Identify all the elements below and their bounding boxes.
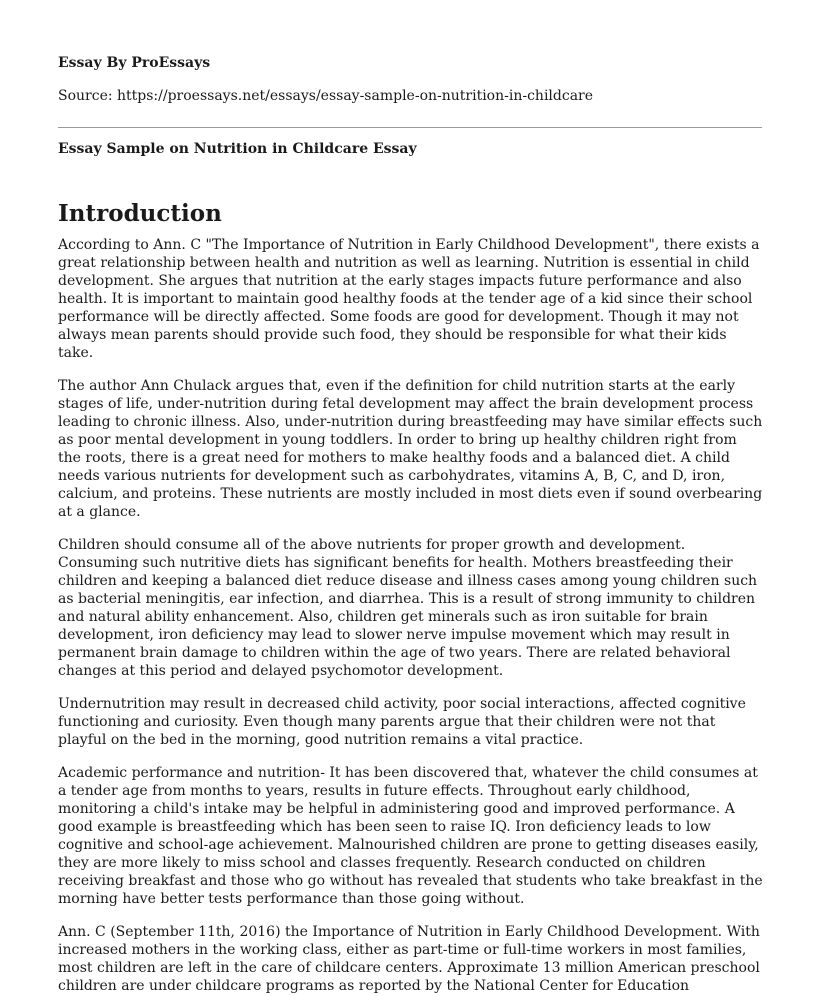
body-paragraph: Children should consume all of the above nutrients for proper growth and development. Consuming such nutritive diets has significant benefits for health. Mothers breastfeeding their children and keeping a balanced diet reduce disease and illness cases among young children such as bacterial meningitis, ear infection, and diarrhea. This is a result of strong immunity to children and natural ability enhancement. Also, children get minerals such as iron suitable for brain development, iron deficiency may lead to slower nerve impulse movement which may result in permanent brain damage to children within the age of two years. There are related behavioral changes at this period and delayed psychomotor development. [58, 537, 758, 679]
essay-body [58, 236, 764, 996]
source-line: Source: https://proessays.net/essays/essay-sample-on-nutrition-in-childcare [58, 88, 594, 104]
body-paragraph: Ann. C (September 11th, 2016) the Importance of Nutrition in Early Childhood Development. With increased mothers in the working class, either as part-time or full-time workers in most families, most children are left in the care of childcare centers. Approximate 13 million American preschool children are under childcare programs as reported by the National Center for Education [58, 924, 760, 994]
body-paragraph: Undernutrition may result in decreased child activity, poor social interactions, affected cognitive functioning and curiosity. Even though many parents argue that their children were not that playful on the bed in the morning, good nutrition remains a vital practice. [58, 696, 746, 748]
essay-byline: Essay By ProEssays [58, 55, 211, 71]
section-heading: Introduction [58, 200, 222, 227]
header-divider [58, 127, 762, 128]
body-paragraph: According to Ann. C "The Importance of Nutrition in Early Childhood Development", there exists a great relationship between health and nutrition as well as learning. Nutrition is essential in child development. She argues that nutrition at the early stages impacts future performance and also health. It is important to maintain good healthy foods at the tender age of a kid since their school performance will be directly affected. Some foods are good for development. Though it may not always mean parents should provide such food, they should be responsible for what their kids take. [58, 237, 760, 361]
essay-title: Essay Sample on Nutrition in Childcare Essay [58, 141, 417, 157]
body-paragraph: Academic performance and nutrition- It has been discovered that, whatever the child consumes at a tender age from months to years, results in future effects. Throughout early childhood, monitoring a child's intake may be helpful in administering good and improved performance. A good example is breastfeeding which has been seen to raise IQ. Iron deficiency leads to low cognitive and school-age achievement. Malnourished children are prone to getting diseases easily, they are more likely to miss school and classes frequently. Research conducted on children receiving breakfast and those who go without has revealed that students who take breakfast in the morning have better tests performance than those going without. [58, 765, 763, 907]
body-paragraph: The author Ann Chulack argues that, even if the definition for child nutrition starts at the early stages of life, under-nutrition during fetal development may affect the brain development process leading to chronic illness. Also, under-nutrition during breastfeeding may have similar effects such as poor mental development in young toddlers. In order to bring up healthy children right from the roots, there is a great need for mothers to make healthy foods and a balanced diet. A child needs various nutrients for development such as carbohydrates, vitamins A, B, C, and D, iron, calcium, and proteins. These nutrients are mostly included in most diets even if sound overbearing at a glance. [58, 378, 763, 520]
